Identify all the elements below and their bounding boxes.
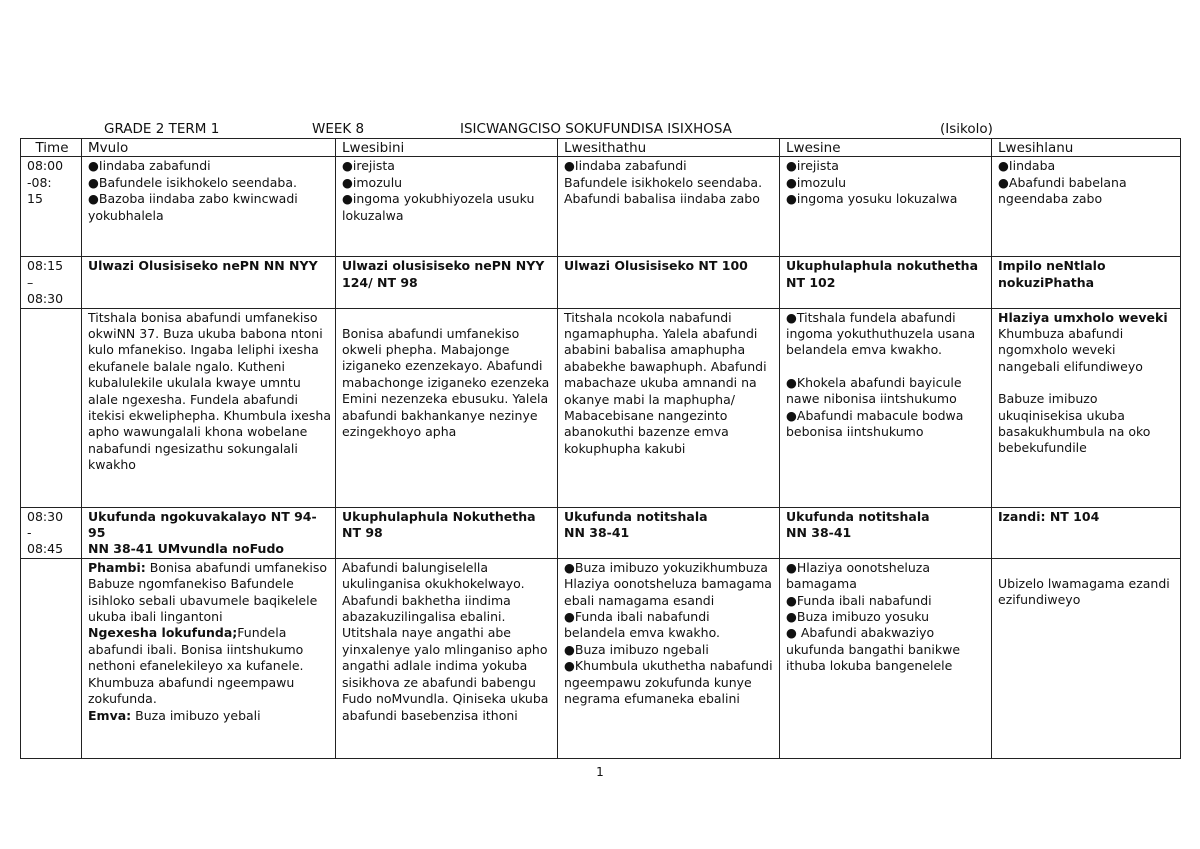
column-header-lwesithathu: Lwesithathu xyxy=(558,139,780,157)
time-cell xyxy=(21,308,82,507)
lesson-cell: ●irejista ●imozulu ●ingoma yosuku lokuzalwa xyxy=(780,157,992,257)
lesson-cell: ●Iindaba zabafundi Bafundele isikhokelo seendaba. Abafundi babalisa iindaba zabo xyxy=(558,157,780,257)
document-title: ISICWANGCISO SOKUFUNDISA ISIXHOSA xyxy=(460,121,732,137)
time-cell: 08:30 - 08:45 xyxy=(21,507,82,558)
column-header-mvulo: Mvulo xyxy=(82,139,336,157)
lesson-cell: Titshala ncokola nabafundi ngamaphupha. Yalela abafundi ababini babalisa amaphupha ababekhe bawaphuph. Abafundi mabachaze ukuba amnandi na okanye mabi la maphupha/ Mabacebisane nangezinto abanokuthi bazenze emva kokuphupha kakubi xyxy=(558,308,780,507)
subject-cell: Ukufunda notitshala NN 38-41 xyxy=(558,507,780,558)
column-header-lwesibini: Lwesibini xyxy=(336,139,558,157)
lesson-cell: ●Iindaba ●Abafundi babelana ngeendaba zabo xyxy=(992,157,1181,257)
lesson-cell: Abafundi balungiselella ukulinganisa okukhokelwayo. Abafundi bakhetha iindima abazakuzilingalisa ebalini. Utitshala naye angathi abe yinxalenye yalo mlinganiso apho angathi adlale indima yokuba sisikhova ze abafundi babengu Fudo noMvundla. Qiniseka ukuba abafundi basebenzisa ithoni xyxy=(336,558,558,758)
subject-cell: Ulwazi Olusisiseko nePN NN NYY xyxy=(82,257,336,308)
emva-label: Emva: xyxy=(88,707,132,723)
subject-cell: Ulwazi olusisiseko nePN NYY 124/ NT 98 xyxy=(336,257,558,308)
lesson-cell: Phambi: Bonisa abafundi umfanekiso Babuze ngomfanekiso Bafundele isihloko sebali ubavumele baqikelele ukuba ibali lingantoni Ngexesha lokufunda;Fundela abafundi ibali. Bonisa iintshukumo nethoni efanelekileyo xa kufanele. Khumbuza abafundi ngeempawu zokufunda. Emva: Buza imibuzo yebali xyxy=(82,558,336,758)
time-cell xyxy=(21,558,82,758)
lesson-cell: Titshala bonisa abafundi umfanekiso okwiNN 37. Buza ukuba babona ntoni kulo mfanekiso. Ingaba leliphi ixesha ekufanele balale ngalo. Kutheni kubalulekile ukulala kwaye umntu alale ngexesha. Fundela abafundi itekisi ekweliphepha. Khumbula ixesha apho wawungalali khona wobelane nabafundi ngesizathu sokungalali kwakho xyxy=(82,308,336,507)
subject-cell: Izandi: NT 104 xyxy=(992,507,1181,558)
lesson-cell: Ubizelo lwamagama ezandi ezifundiweyo xyxy=(992,558,1181,758)
page-number: 1 xyxy=(596,765,604,779)
lesson-cell: ●Buza imibuzo yokuzikhumbuza Hlaziya oonotsheluza bamagama ebali namagama esandi ●Funda ibali nabafundi belandela emva kwakho. ●Buza imibuzo ngebali ●Khumbula ukuthetha nabafundi ngeempawu zokufunda kunye negrama efumaneka ebalini xyxy=(558,558,780,758)
table-row xyxy=(21,257,1181,308)
column-header-lwesine: Lwesine xyxy=(780,139,992,157)
table-row xyxy=(21,558,1181,758)
table-header-row xyxy=(21,139,1181,157)
lesson-cell: ●Iindaba zabafundi ●Bafundele isikhokelo seendaba. ●Bazoba iindaba zabo kwincwadi yokubhalela xyxy=(82,157,336,257)
subject-cell: Ukufunda ngokuvakalayo NT 94-95 NN 38-41 UMvundla noFudo xyxy=(82,507,336,558)
subject-cell: Ukufunda notitshala NN 38-41 xyxy=(780,507,992,558)
time-cell: 08:15 – 08:30 xyxy=(21,257,82,308)
column-header-time: Time xyxy=(21,139,82,157)
subject-cell: Ulwazi Olusisiseko NT 100 xyxy=(558,257,780,308)
lesson-cell: ●Titshala fundela abafundi ingoma yokuthuthuzela usana belandela emva kwakho. ●Khokela abafundi bayicule nawe nibonisa iintshukumo ●Abafundi mabacule bodwa bebonisa iintshukumo xyxy=(780,308,992,507)
phambi-label: Phambi: xyxy=(88,559,146,575)
school-label: (Isikolo) xyxy=(940,121,993,137)
table-row xyxy=(21,507,1181,558)
grade-term: GRADE 2 TERM 1 xyxy=(104,121,220,137)
table-row xyxy=(21,308,1181,507)
subject-cell: Impilo neNtlalo nokuziPhatha xyxy=(992,257,1181,308)
subject-cell: Ukuphulaphula Nokuthetha NT 98 xyxy=(336,507,558,558)
subject-cell: Ukuphulaphula nokuthetha NT 102 xyxy=(780,257,992,308)
time-cell: 08:00 -08: 15 xyxy=(21,157,82,257)
lesson-cell: ●irejista ●imozulu ●ingoma yokubhiyozela usuku lokuzalwa xyxy=(336,157,558,257)
lesson-cell: Bonisa abafundi umfanekiso okweli phepha. Mabajonge iziganeko ezenzekayo. Abafundi mabachonge iziganeko ezenzeka Emini nezenzeka ebusuku. Yalela abafundi bakhankanye nezinye ezingekhoyo apha xyxy=(336,308,558,507)
lesson-cell: Hlaziya umxholo weveki Khumbuza abafundi ngomxholo weveki nangebali elifundiweyo Babuze imibuzo ukuqinisekisa ukuba basakukhumbula na oko bebekufundile xyxy=(992,308,1181,507)
ngexesha-label: Ngexesha lokufunda; xyxy=(88,625,238,641)
page-header xyxy=(104,121,1104,139)
week-label: WEEK 8 xyxy=(312,121,365,137)
column-header-lwesihlanu: Lwesihlanu xyxy=(992,139,1181,157)
lesson-plan-table xyxy=(20,138,1181,759)
table-row xyxy=(21,157,1181,257)
lesson-cell: ●Hlaziya oonotsheluza bamagama ●Funda ibali nabafundi ●Buza imibuzo yosuku ● Abafundi abakwaziyo ukufunda bangathi banikwe ithuba lokuba bangenelele xyxy=(780,558,992,758)
